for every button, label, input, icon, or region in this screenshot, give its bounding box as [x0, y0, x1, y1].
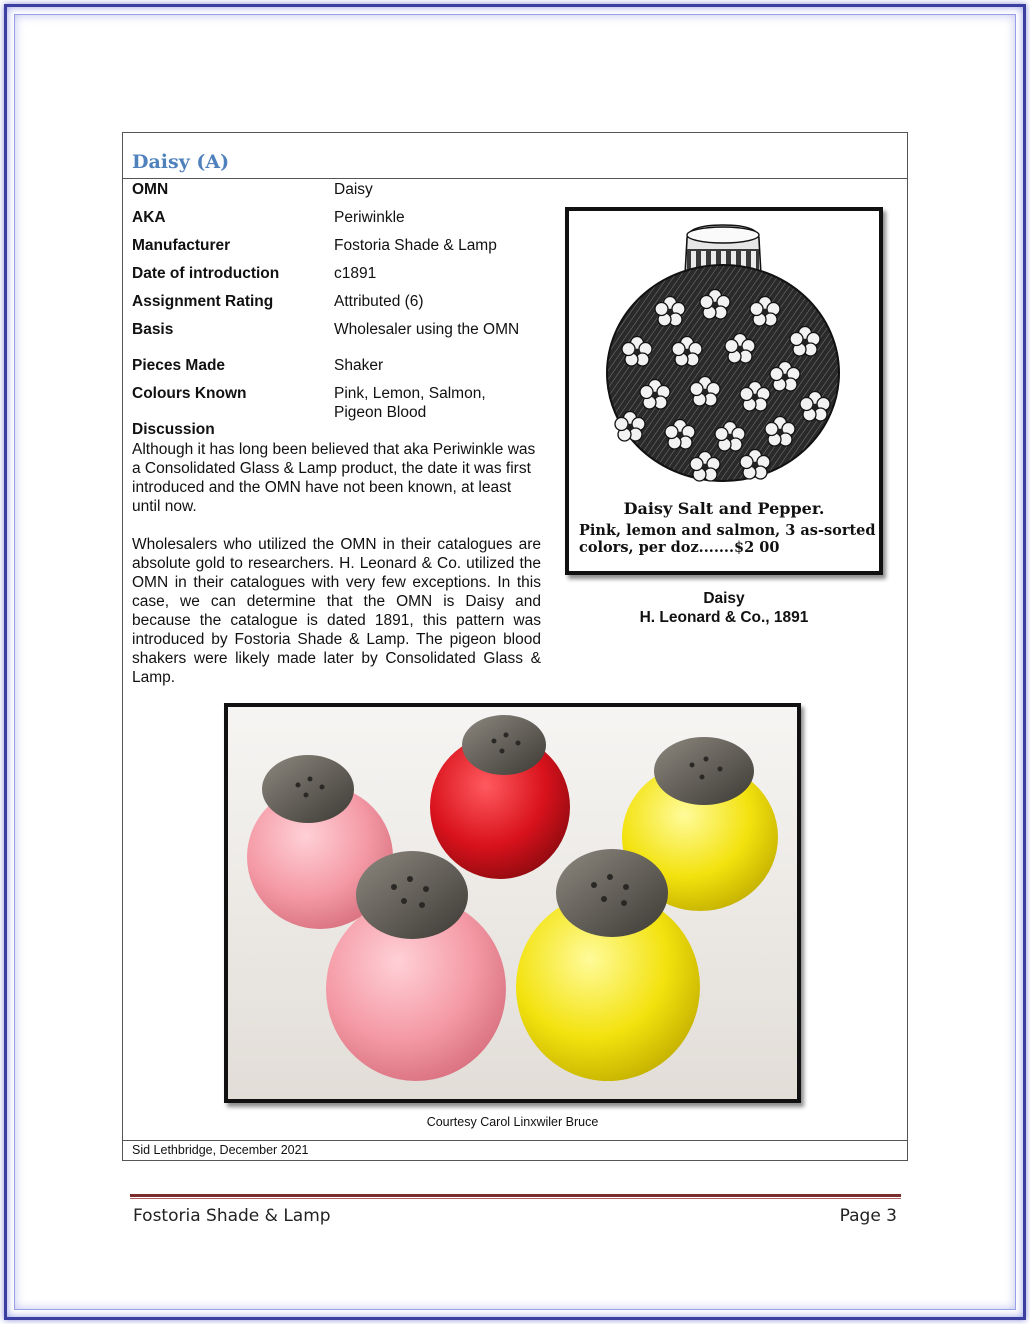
- field-value: Wholesaler using the OMN: [334, 321, 520, 338]
- field-value: c1891: [334, 265, 377, 282]
- footer-title: Fostoria Shade & Lamp: [133, 1206, 331, 1226]
- shakers-photo: [224, 703, 801, 1103]
- page-number: Page 3: [839, 1206, 897, 1226]
- title-divider: [123, 178, 907, 179]
- field-value: Shaker: [334, 357, 384, 374]
- catalog-caption-source: H. Leonard & Co., 1891: [639, 609, 809, 626]
- catalog-illustration: [565, 207, 883, 575]
- pattern-card: [122, 132, 908, 1161]
- field-label: Manufacturer: [132, 237, 231, 254]
- field-value: Daisy: [334, 181, 373, 198]
- field-label: Pieces Made: [132, 357, 226, 374]
- shaker-engraving: [575, 217, 873, 493]
- catalog-heading: Daisy Salt and Pepper.: [623, 499, 825, 518]
- footer-rule: [130, 1194, 901, 1197]
- card-bottom-divider: [123, 1140, 907, 1141]
- field-label: Basis: [132, 321, 174, 338]
- footer-rule-thin: [130, 1198, 901, 1199]
- discussion-heading: Discussion: [132, 421, 215, 438]
- field-label: Colours Known: [132, 385, 247, 402]
- field-value: Periwinkle: [334, 209, 405, 226]
- field-label: AKA: [132, 209, 166, 226]
- author-line: Sid Lethbridge, December 2021: [132, 1143, 309, 1157]
- photo-credit: Courtesy Carol Linxwiler Bruce: [426, 1115, 599, 1129]
- shakers-illustration: [228, 707, 797, 1099]
- catalog-description: Pink, lemon and salmon, 3 as-sorted colors, per doz.......$2 00: [579, 522, 876, 556]
- field-value: Pink, Lemon, Salmon, Pigeon Blood: [334, 385, 486, 421]
- field-label: Assignment Rating: [132, 293, 274, 310]
- field-label: OMN: [132, 181, 169, 198]
- catalog-caption-title: Daisy: [703, 590, 745, 607]
- pattern-title: Daisy (A): [132, 151, 230, 173]
- field-value: Attributed (6): [334, 293, 424, 310]
- discussion-paragraph-2: Wholesalers who utilized the OMN in their catalogues are absolute gold to researchers. H. Leonard & Co. utilized the OMN in their catalogues with very few exceptions. In this case, we can determine that the OMN is Daisy and because the catalogue is dated 1891, this pattern was introduced by Fostoria Shade & Lamp. The pigeon blood shakers were likely made later by Consolidated Glass & Lamp.: [132, 536, 541, 686]
- discussion-paragraph-1: Although it has long been believed that aka Periwinkle was a Consolidated Glass & Lamp product, the date it was first introduced and the OMN have not been known, at least until now.: [132, 441, 536, 515]
- field-value: Fostoria Shade & Lamp: [334, 237, 497, 254]
- field-label: Date of introduction: [132, 265, 280, 282]
